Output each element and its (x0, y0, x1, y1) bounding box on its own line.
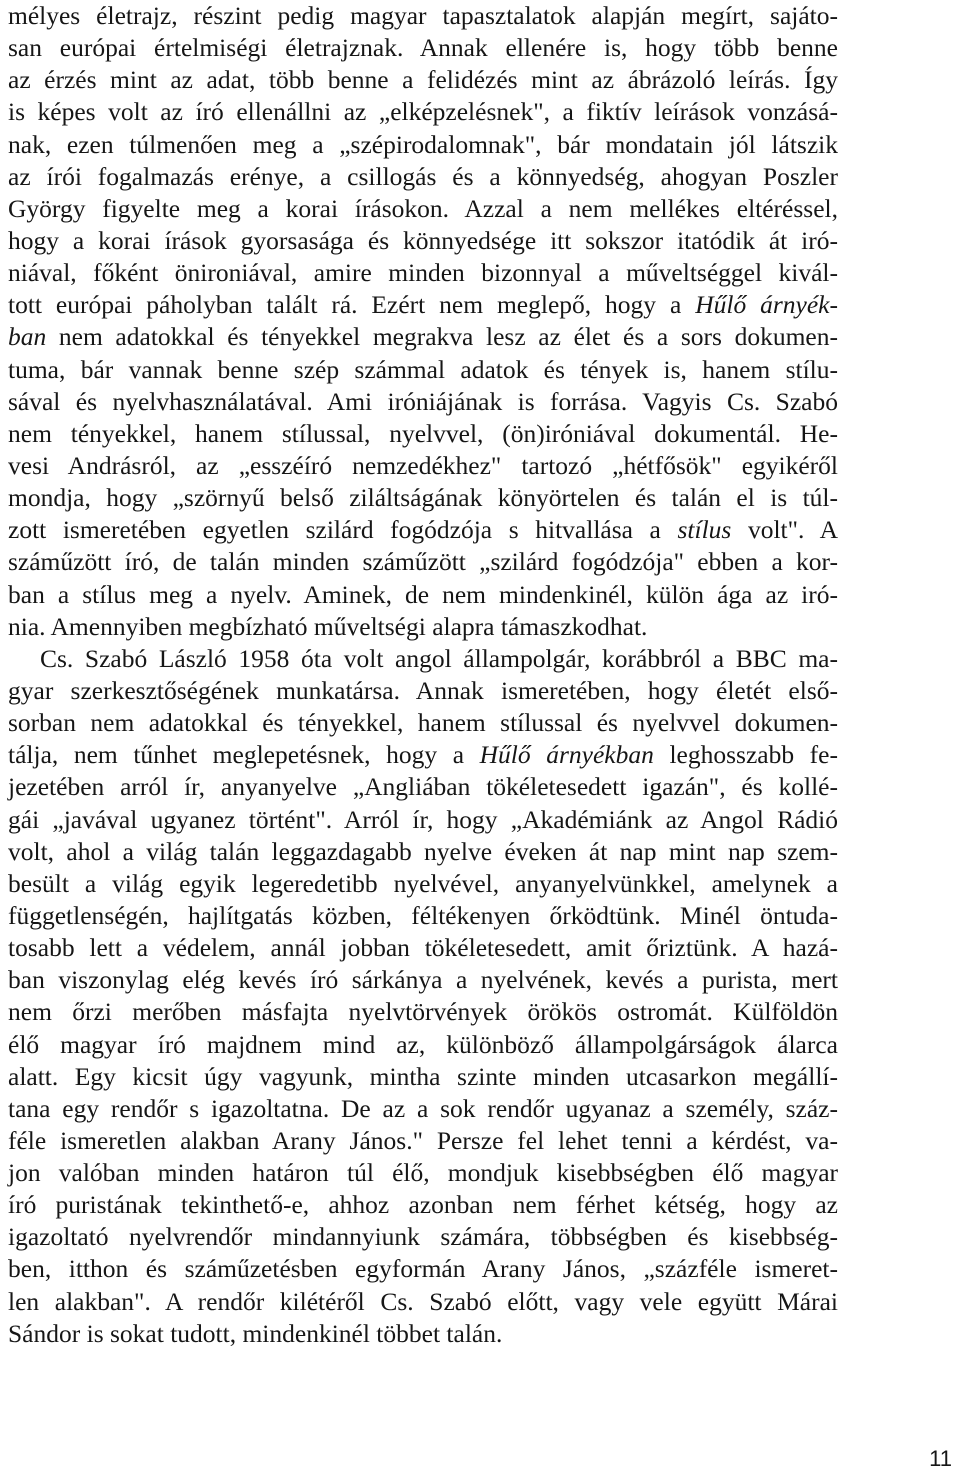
text-line: Sándor is sokat tudott, mindenkinél többet talán. (8, 1318, 503, 1348)
text-line: igazoltató nyelvrendőr mindannyiunk számára, többségben és kisebbség- (8, 1222, 838, 1252)
text-line: nak, ezen túlmenően meg a „szépirodalomnak", bár mondatain jól látszik (8, 129, 838, 159)
text-line: író puristának tekinthető-e, ahhoz azonban nem férhet kétség, hogy az (8, 1190, 838, 1220)
text-line: tosabb lett a védelem, annál jobban tökéletesedett, amit őriztünk. A hazá- (8, 933, 838, 963)
text-line: György figyelte meg a korai írásokon. Azzal a nem mellékes eltéréssel, (8, 193, 838, 223)
text-line: az írói fogalmazás erénye, a csillogás és a könnyedség, ahogyan Poszler (8, 161, 838, 191)
text-line: mélyes életrajz, részint pedig magyar tapasztalatok alapján megírt, sajáto- (8, 1, 838, 30)
text-line: ben, itthon és száműzetésben egyformán Arany János, „százféle ismeret- (8, 1254, 838, 1284)
text-line: niával, főként önironiával, amire minden bizonnyal a műveltséggel kivál- (8, 258, 838, 288)
text-line: zott ismeretében egyetlen szilárd fogódzója s hitvallása a stílus volt". A (8, 515, 838, 545)
text-line: mondja, hogy „szörnyű belső ziláltságának könyörtelen és talán el is túl- (8, 483, 838, 513)
page-number: 11 (929, 1446, 952, 1471)
text-line: függetlenségén, hajlítgatás közben, féltékenyen őrködtünk. Minél öntuda- (8, 900, 838, 930)
text-line: besült a világ egyik legeredetibb nyelvével, anyanyelvünkkel, amelynek a (8, 868, 838, 898)
text-line: tuma, bár vannak benne szép számmal adatok és tények is, hanem stílu- (8, 354, 838, 384)
paragraph-1 (8, 0, 838, 643)
text-line: tana egy rendőr s igazoltatna. De az a sok rendőr ugyanaz a személy, száz- (8, 1093, 838, 1123)
text-line: nem őrzi merőben másfajta nyelvtörvények örökös ostromát. Külföldön (8, 997, 838, 1027)
text-line: hogy a korai írások gyorsasága és könnyedsége itt sokszor itatódik át iró- (8, 225, 838, 255)
text-line: tott európai páholyban talált rá. Ezért nem meglepő, hogy a Hűlő árnyék- (8, 290, 838, 320)
text-line: féle ismeretlen alakban Arany János." Persze fel lehet tenni a kérdést, va- (8, 1125, 838, 1155)
text-line: jezetében arról ír, anyanyelve „Angliában tökéletesedett igazán", és kollé- (8, 772, 838, 802)
text-line: ban viszonylag elég kevés író sárkánya a nyelvének, kevés a purista, mert (8, 965, 838, 995)
text-line: jon valóban minden határon túl élő, mondjuk kisebbségben élő magyar (8, 1158, 838, 1188)
text-line: gái „javával ugyanez történt". Arról ír, hogy „Akadémiánk az Angol Rádió (8, 804, 838, 834)
body-text (8, 0, 838, 1350)
text-line: nia. Amennyiben megbízható műveltségi alapra támaszkodhat. (8, 611, 648, 641)
text-line: ban a stílus meg a nyelv. Aminek, de nem mindenkinél, külön ága az iró- (8, 579, 838, 609)
text-line: élő magyar író majdnem mind az, különböző állampolgárságok álarca (8, 1029, 838, 1059)
text-line: sorban nem adatokkal és tényekkel, hanem stílussal és nyelvvel dokumen- (8, 708, 838, 738)
text-line: sával és nyelvhasználatával. Ami iróniájának is forrása. Vagyis Cs. Szabó (8, 386, 838, 416)
text-line: gyar szerkesztőségének munkatársa. Annak ismeretében, hogy életét első- (8, 675, 838, 705)
text-line: vesi Andrásról, az „esszéíró nemzedékhez" tartozó „hétfősök" egyikéről (8, 450, 838, 480)
text-line: is képes volt az író ellenállni az „elképzelésnek", a fiktív leírások vonzásá- (8, 97, 838, 127)
text-line: nem tényekkel, hanem stílussal, nyelvvel, (ön)iróniával dokumentál. He- (8, 418, 838, 448)
text-line: száműzött író, de talán minden száműzött „szilárd fogódzója" ebben a kor- (8, 547, 838, 577)
text-line: ban nem adatokkal és tényekkel megrakva lesz az élet és a sors dokumen- (8, 322, 838, 352)
text-line: san európai értelmiségi életrajznak. Annak ellenére is, hogy több benne (8, 33, 838, 63)
text-line: Cs. Szabó László 1958 óta volt angol állampolgár, korábbról a BBC ma- (40, 643, 838, 673)
text-line: len alakban". A rendőr kilétéről Cs. Szabó előtt, vagy vele együtt Márai (8, 1286, 838, 1316)
paragraph-2 (8, 643, 838, 1350)
text-line: az érzés mint az adat, több benne a felidézés mint az ábrázoló leírás. Így (8, 65, 838, 95)
text-line: volt, ahol a világ talán leggazdagabb nyelve éveken át nap mint nap szem- (8, 836, 838, 866)
text-line: alatt. Egy kicsit úgy vagyunk, mintha szinte minden utcasarkon megállí- (8, 1061, 838, 1091)
text-line: tálja, nem tűnhet meglepetésnek, hogy a Hűlő árnyékban leghosszabb fe- (8, 740, 838, 770)
